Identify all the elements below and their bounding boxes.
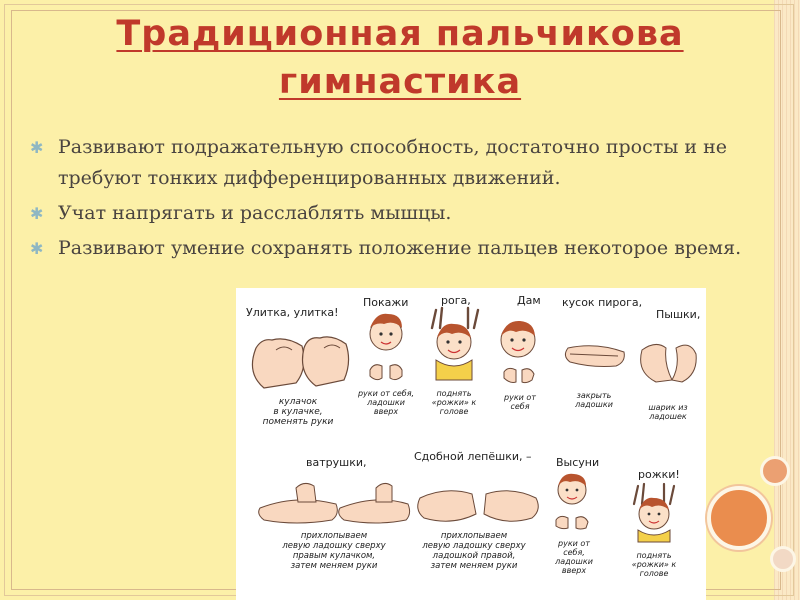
closed-palms-icon [565, 346, 624, 367]
caption-7-line-4: затем меняем руки [290, 561, 378, 571]
caption-10-line-2: «рожки» к [631, 560, 677, 569]
fists-hands-icon [252, 337, 348, 388]
caption-10 [632, 551, 677, 578]
slide-title [0, 10, 800, 106]
header-vatrushki: ватрушки, [306, 456, 367, 469]
bullet-item [30, 198, 760, 229]
header-pyshki: Пышки, [656, 308, 701, 321]
caption-8-line-1: прихлопываем [440, 531, 508, 541]
boy-face-icon [370, 314, 402, 350]
caption-2-line-3: вверх [373, 407, 399, 416]
caption-10-line-1: поднять [636, 551, 672, 560]
caption-8-line-2: левую ладошку сверху [422, 541, 526, 551]
header-pokazhi: Покажи [363, 296, 409, 309]
caption-4-line-2: себя [510, 402, 530, 411]
caption-9 [554, 539, 593, 575]
boy-face-icon-2 [501, 321, 535, 383]
caption-7 [281, 531, 386, 571]
bullet-text: Учат напрягать и расслаблять мышцы. [58, 202, 452, 224]
boy-with-horns-icon-2 [634, 484, 674, 542]
asterisk-bullet-icon: ✱ [30, 138, 44, 157]
decorative-circle-light [770, 546, 796, 572]
caption-7-line-1: прихлопываем [300, 531, 368, 541]
header-vysuni: Высуни [556, 456, 600, 469]
finger-gymnastics-illustration [236, 288, 706, 600]
caption-9-line-4: вверх [561, 566, 587, 575]
slide-title-text: Традиционная пальчикова гимнастика [116, 14, 684, 102]
caption-5-line-1: закрыть [576, 391, 612, 400]
caption-1-line-1: кулачок [278, 397, 318, 407]
caption-1-line-2: в кулачке, [273, 407, 323, 417]
bullet-item [30, 132, 760, 194]
caption-6 [648, 403, 687, 421]
caption-3 [432, 389, 477, 416]
caption-5-line-2: ладошки [575, 400, 613, 409]
caption-4 [503, 393, 536, 411]
caption-9-line-1: руки от [558, 539, 590, 548]
caption-4-line-1: руки от [504, 393, 536, 402]
fist-on-palm-hands-icon [259, 483, 410, 523]
header-roga: рога, [441, 294, 471, 307]
palm-on-palm-hands-icon [418, 491, 539, 521]
boy-face-icon-3 [556, 474, 588, 529]
palms-up-hands-icon [370, 365, 402, 380]
caption-1 [263, 397, 334, 427]
decorative-circle-large [707, 486, 771, 550]
caption-9-line-3: ладошки [555, 557, 593, 566]
bullet-item [30, 233, 760, 264]
caption-2 [357, 389, 414, 416]
caption-6-line-1: шарик из [648, 403, 688, 412]
bullet-text: Развивают подражательную способность, достаточно просты и не требуют тонких дифференцированных движений. [58, 136, 728, 189]
caption-8 [421, 531, 526, 571]
asterisk-bullet-icon: ✱ [30, 239, 44, 258]
decorative-circle-small [760, 456, 790, 486]
caption-8-line-4: затем меняем руки [430, 561, 518, 571]
bullet-text: Развивают умение сохранять положение пальцев некоторое время. [58, 237, 742, 259]
caption-6-line-2: ладошек [649, 412, 687, 421]
bullet-list [30, 132, 760, 268]
caption-2-line-1: руки от себя, [357, 389, 415, 398]
caption-3-line-2: «рожки» к [431, 398, 477, 407]
ball-palms-icon [641, 344, 697, 382]
header-lepeshki: Сдобной лепёшки, – [414, 450, 532, 463]
caption-5 [574, 391, 613, 409]
illustration-svg [236, 288, 706, 600]
caption-9-line-2: себя, [563, 548, 585, 557]
header-ulitka: Улитка, улитка! [246, 306, 339, 319]
caption-3-line-3: голове [439, 407, 469, 416]
caption-1-line-3: поменять руки [262, 417, 334, 427]
caption-3-line-1: поднять [436, 389, 472, 398]
caption-7-line-2: левую ладошку сверху [282, 541, 386, 551]
header-dam: Дам [517, 294, 541, 307]
header-kusok-piroga: кусок пирога, [562, 296, 643, 309]
caption-7-line-3: правым кулачком, [292, 551, 376, 561]
header-rozhki: рожки! [638, 468, 680, 481]
boy-with-horns-icon [432, 308, 478, 380]
caption-2-line-2: ладошки [367, 398, 405, 407]
caption-8-line-3: ладошкой правой, [432, 551, 516, 561]
caption-10-line-3: голове [639, 569, 669, 578]
asterisk-bullet-icon: ✱ [30, 204, 44, 223]
